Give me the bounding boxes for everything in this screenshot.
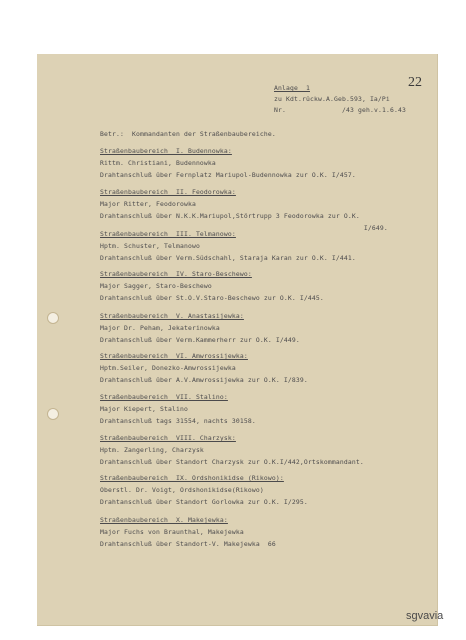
reference-line: zu Kdt.rückw.A.Geb.593, Ia/Pi <box>274 95 390 103</box>
page-number: 22 <box>408 75 422 90</box>
commander-line: Major Kiepert, Stalino <box>100 405 188 413</box>
connection-line: Drahtanschluß über Fernplatz Mariupol-Budennowka zur O.K. I/457. <box>100 171 356 179</box>
commander-line: Major Sagger, Staro-Beschewo <box>100 282 212 290</box>
punch-hole-bottom <box>47 408 59 420</box>
section-heading: Straßenbaubereich II. Feodorowka: <box>100 188 236 196</box>
section-heading: Straßenbaubereich VIII. Charzysk: <box>100 434 236 442</box>
connection-line: I/649. <box>100 224 388 232</box>
commander-line: Major Dr. Peham, Jekaterinowka <box>100 324 220 332</box>
commander-line: Hptm. Zangerling, Charzysk <box>100 446 204 454</box>
commander-line: Rittm. Christiani, Budennowka <box>100 159 216 167</box>
subject-line: Betr.: Kommandanten der Straßenbaubereiche. <box>100 130 276 138</box>
connection-line: Drahtanschluß über Verm.Südschahl, Staraja Karan zur O.K. I/441. <box>100 254 356 262</box>
section-heading: Straßenbaubereich IX. Ordshonikidse (Rikowo): <box>100 474 284 482</box>
connection-line: Drahtanschluß über Standort-V. Makejewka 66 <box>100 540 276 548</box>
commander-line: Oberstl. Dr. Voigt, Ordshonikidse(Rikowo) <box>100 486 264 494</box>
commander-line: Hptm. Schuster, Telmanowo <box>100 242 200 250</box>
connection-line: Drahtanschluß über N.K.K.Mariupol,Störtrupp 3 Feodorowka zur O.K. <box>100 212 360 220</box>
connection-line: Drahtanschluß über Standort Gorlowka zur O.K. I/295. <box>100 498 308 506</box>
connection-line: Drahtanschluß über St.O.V.Staro-Beschewo zur O.K. I/445. <box>100 294 324 302</box>
watermark: sgvavia <box>406 610 444 622</box>
section-heading: Straßenbaubereich X. Makejewka: <box>100 516 228 524</box>
connection-line: Drahtanschluß über A.V.Amwrossijewka zur O.K. I/839. <box>100 376 308 384</box>
section-heading: Straßenbaubereich I. Budennowka: <box>100 147 232 155</box>
connection-line: Drahtanschluß über Verm.Kammerherr zur O.K. I/449. <box>100 336 300 344</box>
section-heading: Straßenbaubereich IV. Staro-Beschewo: <box>100 270 252 278</box>
number-value: /43 geh.v.1.6.43 <box>342 106 406 114</box>
number-label: Nr. <box>274 106 286 114</box>
commander-line: Major Fuchs von Braunthal, Makejewka <box>100 528 244 536</box>
commander-line: Major Ritter, Feodorowka <box>100 200 196 208</box>
connection-line: Drahtanschluß über Standort Charzysk zur O.K.I/442,Ortskommandant. <box>100 458 364 466</box>
section-heading: Straßenbaubereich VII. Stalino: <box>100 393 228 401</box>
section-heading: Straßenbaubereich III. Telmanowo: <box>100 230 236 238</box>
punch-hole-top <box>47 312 59 324</box>
section-heading: Straßenbaubereich V. Anastasijewka: <box>100 312 244 320</box>
commander-line: Hptm.Seiler, Donezko-Amwrossijewka <box>100 364 236 372</box>
section-heading: Straßenbaubereich VI. Amwrossijewka: <box>100 352 248 360</box>
annex-label: Anlage 1 <box>274 84 310 92</box>
connection-line: Drahtanschluß tags 31554, nachts 30158. <box>100 417 256 425</box>
